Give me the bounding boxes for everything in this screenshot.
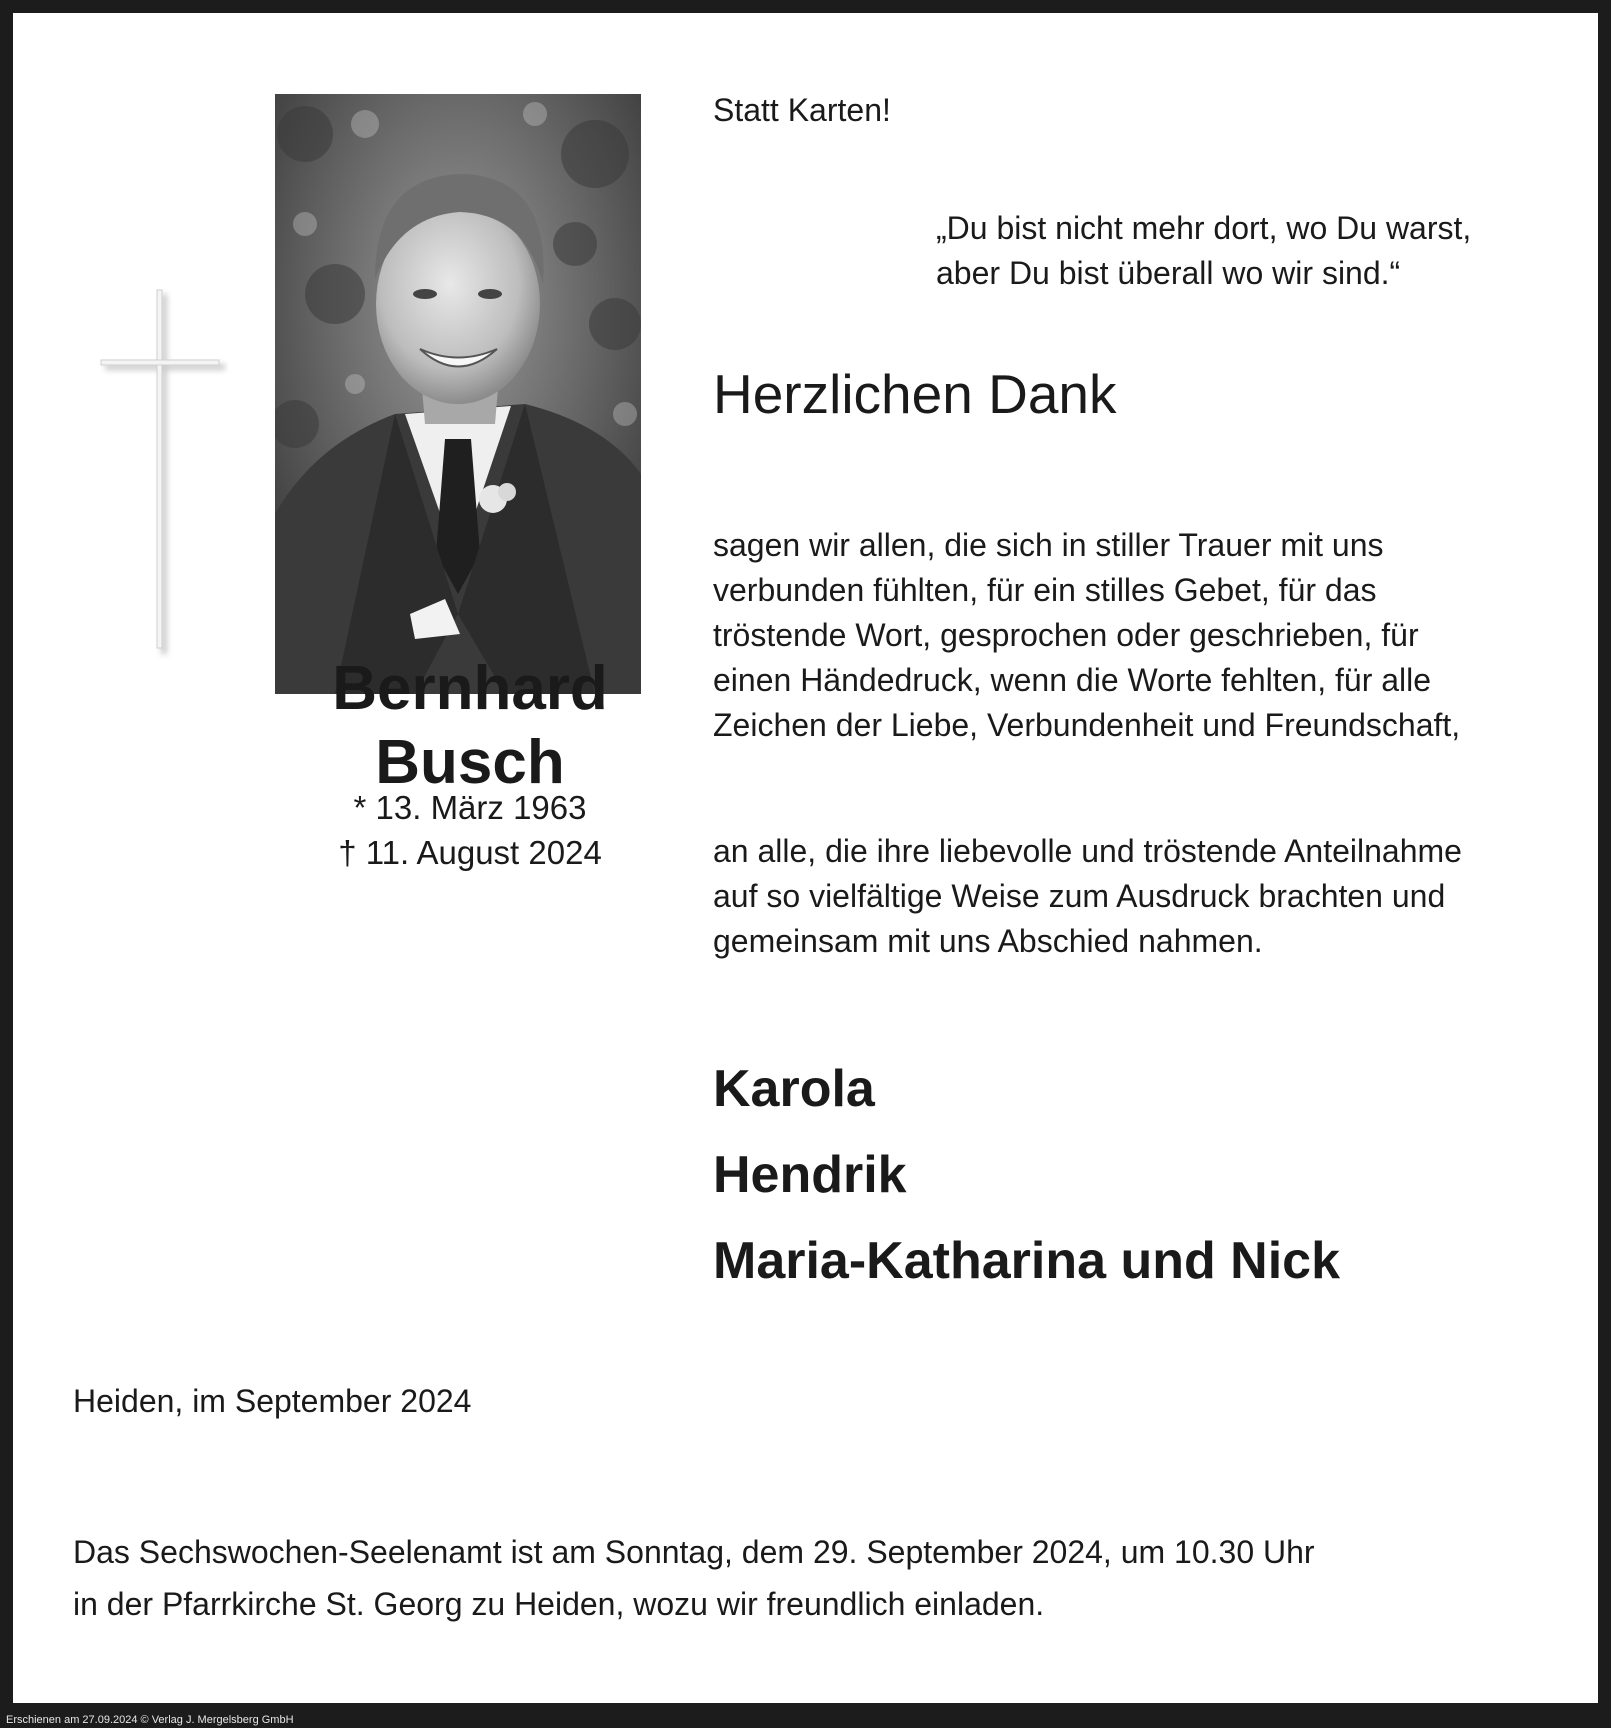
paragraph-line: an alle, die ihre liebevolle und tröstende Anteilnahme — [713, 833, 1462, 869]
birth-date: * 13. März 1963 — [353, 789, 587, 826]
paragraph-line: auf so vielfältige Weise zum Ausdruck brachten und — [713, 878, 1446, 914]
family-name-2: Hendrik — [713, 1146, 907, 1204]
obituary-card — [13, 13, 1598, 1703]
deceased-last-name: Busch — [375, 728, 565, 797]
paragraph-line: gemeinsam mit uns Abschied nahmen. — [713, 923, 1263, 959]
deceased-first-name: Bernhard — [332, 654, 608, 723]
paragraph-line: verbunden fühlten, für ein stilles Gebet, für das — [713, 572, 1377, 608]
thanks-paragraph-2 — [713, 829, 1462, 964]
page-title: Herzlichen Dank — [713, 363, 1117, 425]
cross-icon — [89, 288, 229, 668]
service-line-2: in der Pfarrkirche St. Georg zu Heiden, wozu wir freundlich einladen. — [73, 1586, 1045, 1622]
service-notice — [73, 1526, 1315, 1630]
quote-line-2: aber Du bist überall wo wir sind.“ — [936, 255, 1401, 291]
paragraph-line: einen Händedruck, wenn die Worte fehlten, für alle — [713, 662, 1432, 698]
paragraph-line: sagen wir allen, die sich in stiller Trauer mit uns — [713, 527, 1384, 563]
statt-karten: Statt Karten! — [713, 92, 891, 128]
publication-footer: Erschienen am 27.09.2024 © Verlag J. Mergelsberg GmbH — [6, 1714, 294, 1726]
paragraph-line: Zeichen der Liebe, Verbundenheit und Freundschaft, — [713, 707, 1461, 743]
family-name-1: Karola — [713, 1060, 875, 1118]
thanks-paragraph-1 — [713, 523, 1460, 748]
portrait-photo — [275, 94, 641, 694]
paragraph-line: tröstende Wort, gesprochen oder geschrieben, für — [713, 617, 1419, 653]
quote-line-1: „Du bist nicht mehr dort, wo Du warst, — [936, 210, 1472, 246]
service-line-1: Das Sechswochen-Seelenamt ist am Sonntag, dem 29. September 2024, um 10.30 Uhr — [73, 1534, 1315, 1570]
place-date: Heiden, im September 2024 — [73, 1383, 472, 1419]
death-date: † 11. August 2024 — [338, 834, 602, 871]
family-name-3: Maria-Katharina und Nick — [713, 1232, 1341, 1290]
